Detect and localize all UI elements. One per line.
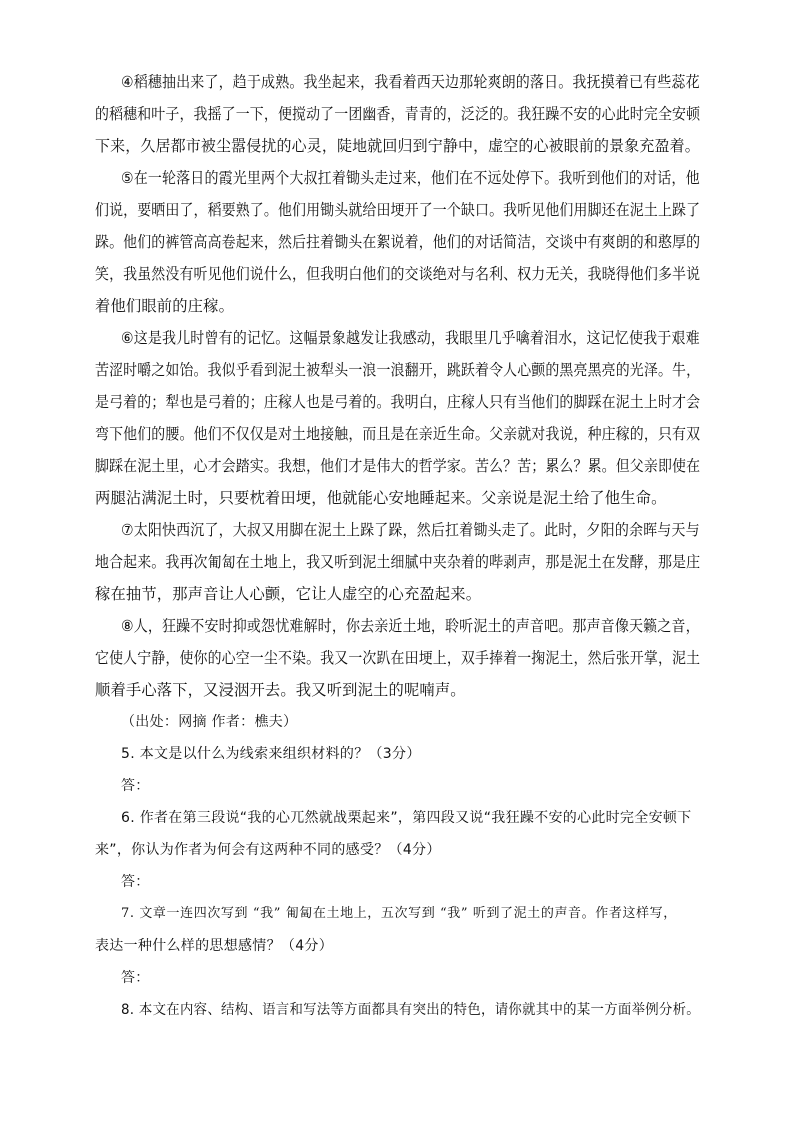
paragraph-line: 的稻穗和叶子，我摇了一下，便搅动了一团幽香，青青的，泛泛的。我狂躁不安的心此时完全安顿 bbox=[95, 105, 701, 123]
question-text: 表达一种什么样的思想感情？（4分） bbox=[95, 938, 334, 954]
paragraph-line: 两腿沾满泥土时，只要枕着田埂，他就能心安地睡起来。父亲说是泥土给了他生命。 bbox=[95, 489, 667, 507]
question-text: 来”，你认为作者为何会有这两种不同的感受？（4分） bbox=[95, 842, 441, 858]
paragraph-line: ⑧人，狂躁不安时抑或怨忧难解时，你去亲近土地，聆听泥土的声音吧。那声音像天籁之音， bbox=[121, 617, 700, 635]
source-citation: （出处：网摘 作者：樵夫） bbox=[121, 714, 298, 730]
paragraph-line: 们说，要晒田了，稻要熟了。他们用锄头就给田埂开了一个缺口。我听见他们用脚还在泥土上跺了 bbox=[95, 201, 701, 219]
paragraph-line: ⑤在一轮落日的霞光里两个大叔扛着锄头走过来，他们在不远处停下。我听到他们的对话，他 bbox=[121, 169, 700, 187]
paragraph-line: 地合起来。我再次匍匐在土地上，我又听到泥土细腻中夹杂着的哔剥声，那是泥土在发酵，那是庄 bbox=[95, 553, 701, 571]
answer-label: 答： bbox=[121, 874, 150, 890]
paragraph-line: ④稻穗抽出来了，趋于成熟。我坐起来，我看着西天边那轮爽朗的落日。我抚摸着已有些蕊花 bbox=[121, 73, 700, 91]
paragraph-line: 它使人宁静，使你的心空一尘不染。我又一次趴在田埂上，双手捧着一掬泥土，然后张开掌，泥土 bbox=[95, 649, 701, 667]
paragraph-line: 是弓着的；犁也是弓着的；庄稼人也是弓着的。我明白，庄稼人只有当他们的脚踩在泥土上时才会 bbox=[95, 393, 701, 411]
question-text: 6. 作者在第三段说“我的心兀然就战栗起来”，第四段又说“我狂躁不安的心此时完全安顿下 bbox=[121, 810, 692, 826]
paragraph-line: 笑，我虽然没有听见他们说什么，但我明白他们的交谈绝对与名利、权力无关，我晓得他们多半说 bbox=[95, 265, 701, 283]
paragraph-line: ⑦太阳快西沉了，大叔又用脚在泥土上跺了跺，然后扛着锄头走了。此时，夕阳的余晖与天与 bbox=[121, 521, 700, 539]
paragraph-line: 着他们眼前的庄稼。 bbox=[95, 297, 235, 315]
paragraph-line: 稼在抽节，那声音让人心颤，它让人虚空的心充盈起来。 bbox=[95, 585, 482, 603]
paragraph-line: 跺。他们的裤管高高卷起来，然后拄着锄头在絮说着，他们的对话简洁，交谈中有爽朗的和憨厚的 bbox=[95, 233, 701, 251]
paragraph-line: 顺着手心落下，又浸洇开去。我又听到泥土的呢喃声。 bbox=[95, 681, 466, 699]
paragraph-line: ⑥这是我儿时曾有的记忆。这幅景象越发让我感动，我眼里几乎噙着泪水，这记忆使我于艰难 bbox=[121, 329, 700, 347]
paragraph-line: 脚踩在泥土里，心才会踏实。我想，他们才是伟大的哲学家。苦么？苦；累么？累。但父亲即使在 bbox=[95, 457, 701, 475]
question-text: 8. 本文在内容、结构、语言和写法等方面都具有突出的特色，请你就其中的某一方面举例分析。 bbox=[121, 1002, 700, 1018]
paragraph-line: 弯下他们的腰。他们不仅仅是对土地接触，而且是在亲近生命。父亲就对我说，种庄稼的，只有双 bbox=[95, 425, 701, 443]
question-text: 7. 文章一连四次写到 “我” 匍匐在土地上，五次写到 “我” 听到了泥土的声音。作者这样写， bbox=[121, 906, 677, 921]
answer-label: 答： bbox=[121, 778, 150, 794]
paragraph-line: 苦涩时嚼之如饴。我似乎看到泥土被犁头一浪一浪翻开，跳跃着令人心颤的黑亮黑亮的光泽。牛， bbox=[95, 361, 701, 379]
answer-label: 答： bbox=[121, 970, 150, 986]
paragraph-line: 下来，久居都市被尘嚣侵扰的心灵，陡地就回归到宁静中，虚空的心被眼前的景象充盈着。 bbox=[95, 137, 700, 155]
question-text: 5. 本文是以什么为线索来组织材料的？（3分） bbox=[121, 746, 421, 762]
